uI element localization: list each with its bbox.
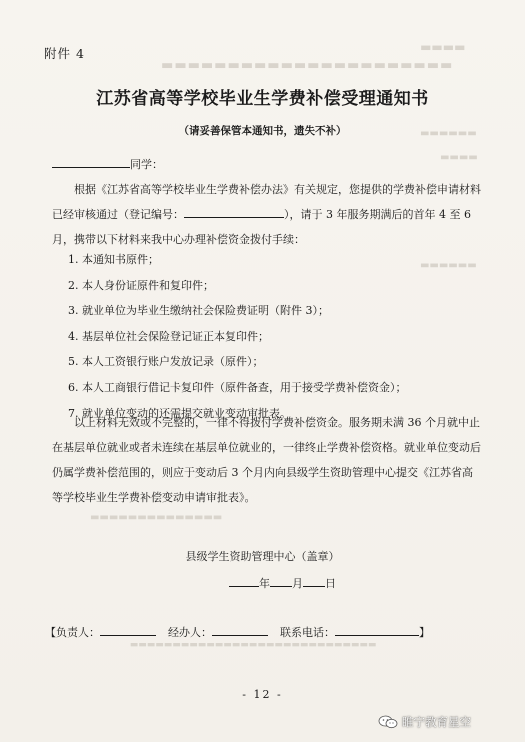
- footer-close-bracket: 】: [419, 626, 430, 639]
- day-blank[interactable]: [303, 573, 325, 587]
- intro-text-part2: ），请于 3 年服务期满后的首年 4 至 6 月，携带以下材料来我中心办理补偿资金拨付手续：: [52, 208, 471, 246]
- materials-list: [52, 247, 482, 426]
- salutation-suffix: 同学：: [130, 158, 163, 171]
- watermark: [378, 714, 471, 730]
- registration-number-blank[interactable]: [184, 204, 284, 218]
- handler-blank[interactable]: [212, 622, 268, 636]
- handler-label: 经办人：: [168, 626, 212, 639]
- issue-date: [0, 573, 525, 591]
- list-item: 6. 本人工商银行借记卡复印件（原件备查，用于接受学费补偿资金）；: [68, 380, 407, 394]
- salutation-line: [52, 152, 482, 177]
- month-blank[interactable]: [270, 573, 292, 587]
- watermark-text: 睢宁教育星空: [402, 715, 471, 729]
- student-name-blank[interactable]: [52, 154, 130, 168]
- bleed-through-text: ▬▬▬▬▬▬: [420, 260, 477, 271]
- conditions-paragraph: 以上材料无效或不完整的，一律不得拨付学费补偿资金。服务期未满 36 个月就中止在基层单位就业或者未连续在基层单位就业的，一律终止学费补偿资格。就业单位变动后仍属学费补偿范围的，则应于变动后 3 个月内向县级学生资助管理中心提交《江苏省高等学校毕业生学费补偿变动申请审批表》。: [52, 416, 481, 504]
- footer-open-bracket: 【: [45, 626, 56, 639]
- bleed-through-text: ▬▬▬▬▬▬: [420, 128, 477, 139]
- month-label: 月: [292, 577, 303, 590]
- bleed-through-text: ▬▬▬▬: [440, 152, 478, 163]
- bleed-through-text: ▬▬▬▬▬▬▬▬▬▬▬▬▬▬: [90, 512, 223, 523]
- document-title: 江苏省高等学校毕业生学费补偿受理通知书: [96, 89, 429, 109]
- year-label: 年: [259, 577, 270, 590]
- year-blank[interactable]: [229, 573, 259, 587]
- responsible-label: 负责人：: [56, 626, 100, 639]
- wechat-icon: [378, 715, 398, 729]
- bleed-through-text: ▬▬▬▬▬▬▬▬▬▬▬▬▬▬▬▬▬▬▬▬▬▬: [160, 58, 453, 73]
- page-number: - 12 -: [242, 688, 283, 701]
- list-item: 4. 基层单位社会保险登记证正本复印件；: [68, 329, 269, 343]
- day-label: 日: [325, 577, 336, 590]
- responsible-blank[interactable]: [100, 622, 156, 636]
- attachment-label: 附件 4: [44, 46, 85, 61]
- phone-label: 联系电话：: [280, 626, 335, 639]
- list-item: 5. 本人工资银行账户发放记录（原件）；: [68, 355, 264, 369]
- phone-blank[interactable]: [335, 622, 419, 636]
- list-item: 2. 本人身份证原件和复印件；: [68, 278, 214, 292]
- document-subtitle: （请妥善保管本通知书，遗失不补）: [178, 125, 347, 137]
- bleed-through-text: ▬▬▬▬: [420, 40, 466, 54]
- intro-paragraph: [52, 177, 482, 252]
- contact-footer: [45, 622, 430, 640]
- intro-text-part1: 根据《江苏省高等学校毕业生学费补偿办法》有关规定，您提供的学费补偿申请材料已经审核通过（登记编号：: [52, 183, 481, 221]
- issuing-organization: 县级学生资助管理中心（盖章）: [185, 550, 340, 563]
- list-item: 3. 就业单位为毕业生缴纳社会保险费证明（附件 3）；: [68, 304, 329, 318]
- list-item: 1. 本通知书原件；: [68, 253, 159, 266]
- bleed-through-text: ▬▬▬▬▬▬▬▬▬▬▬▬▬▬▬▬▬▬▬▬▬▬▬▬▬▬▬▬▬: [130, 640, 377, 650]
- list-item: 7. 就业单位变动的还需提交就业变动审批表。: [68, 406, 291, 420]
